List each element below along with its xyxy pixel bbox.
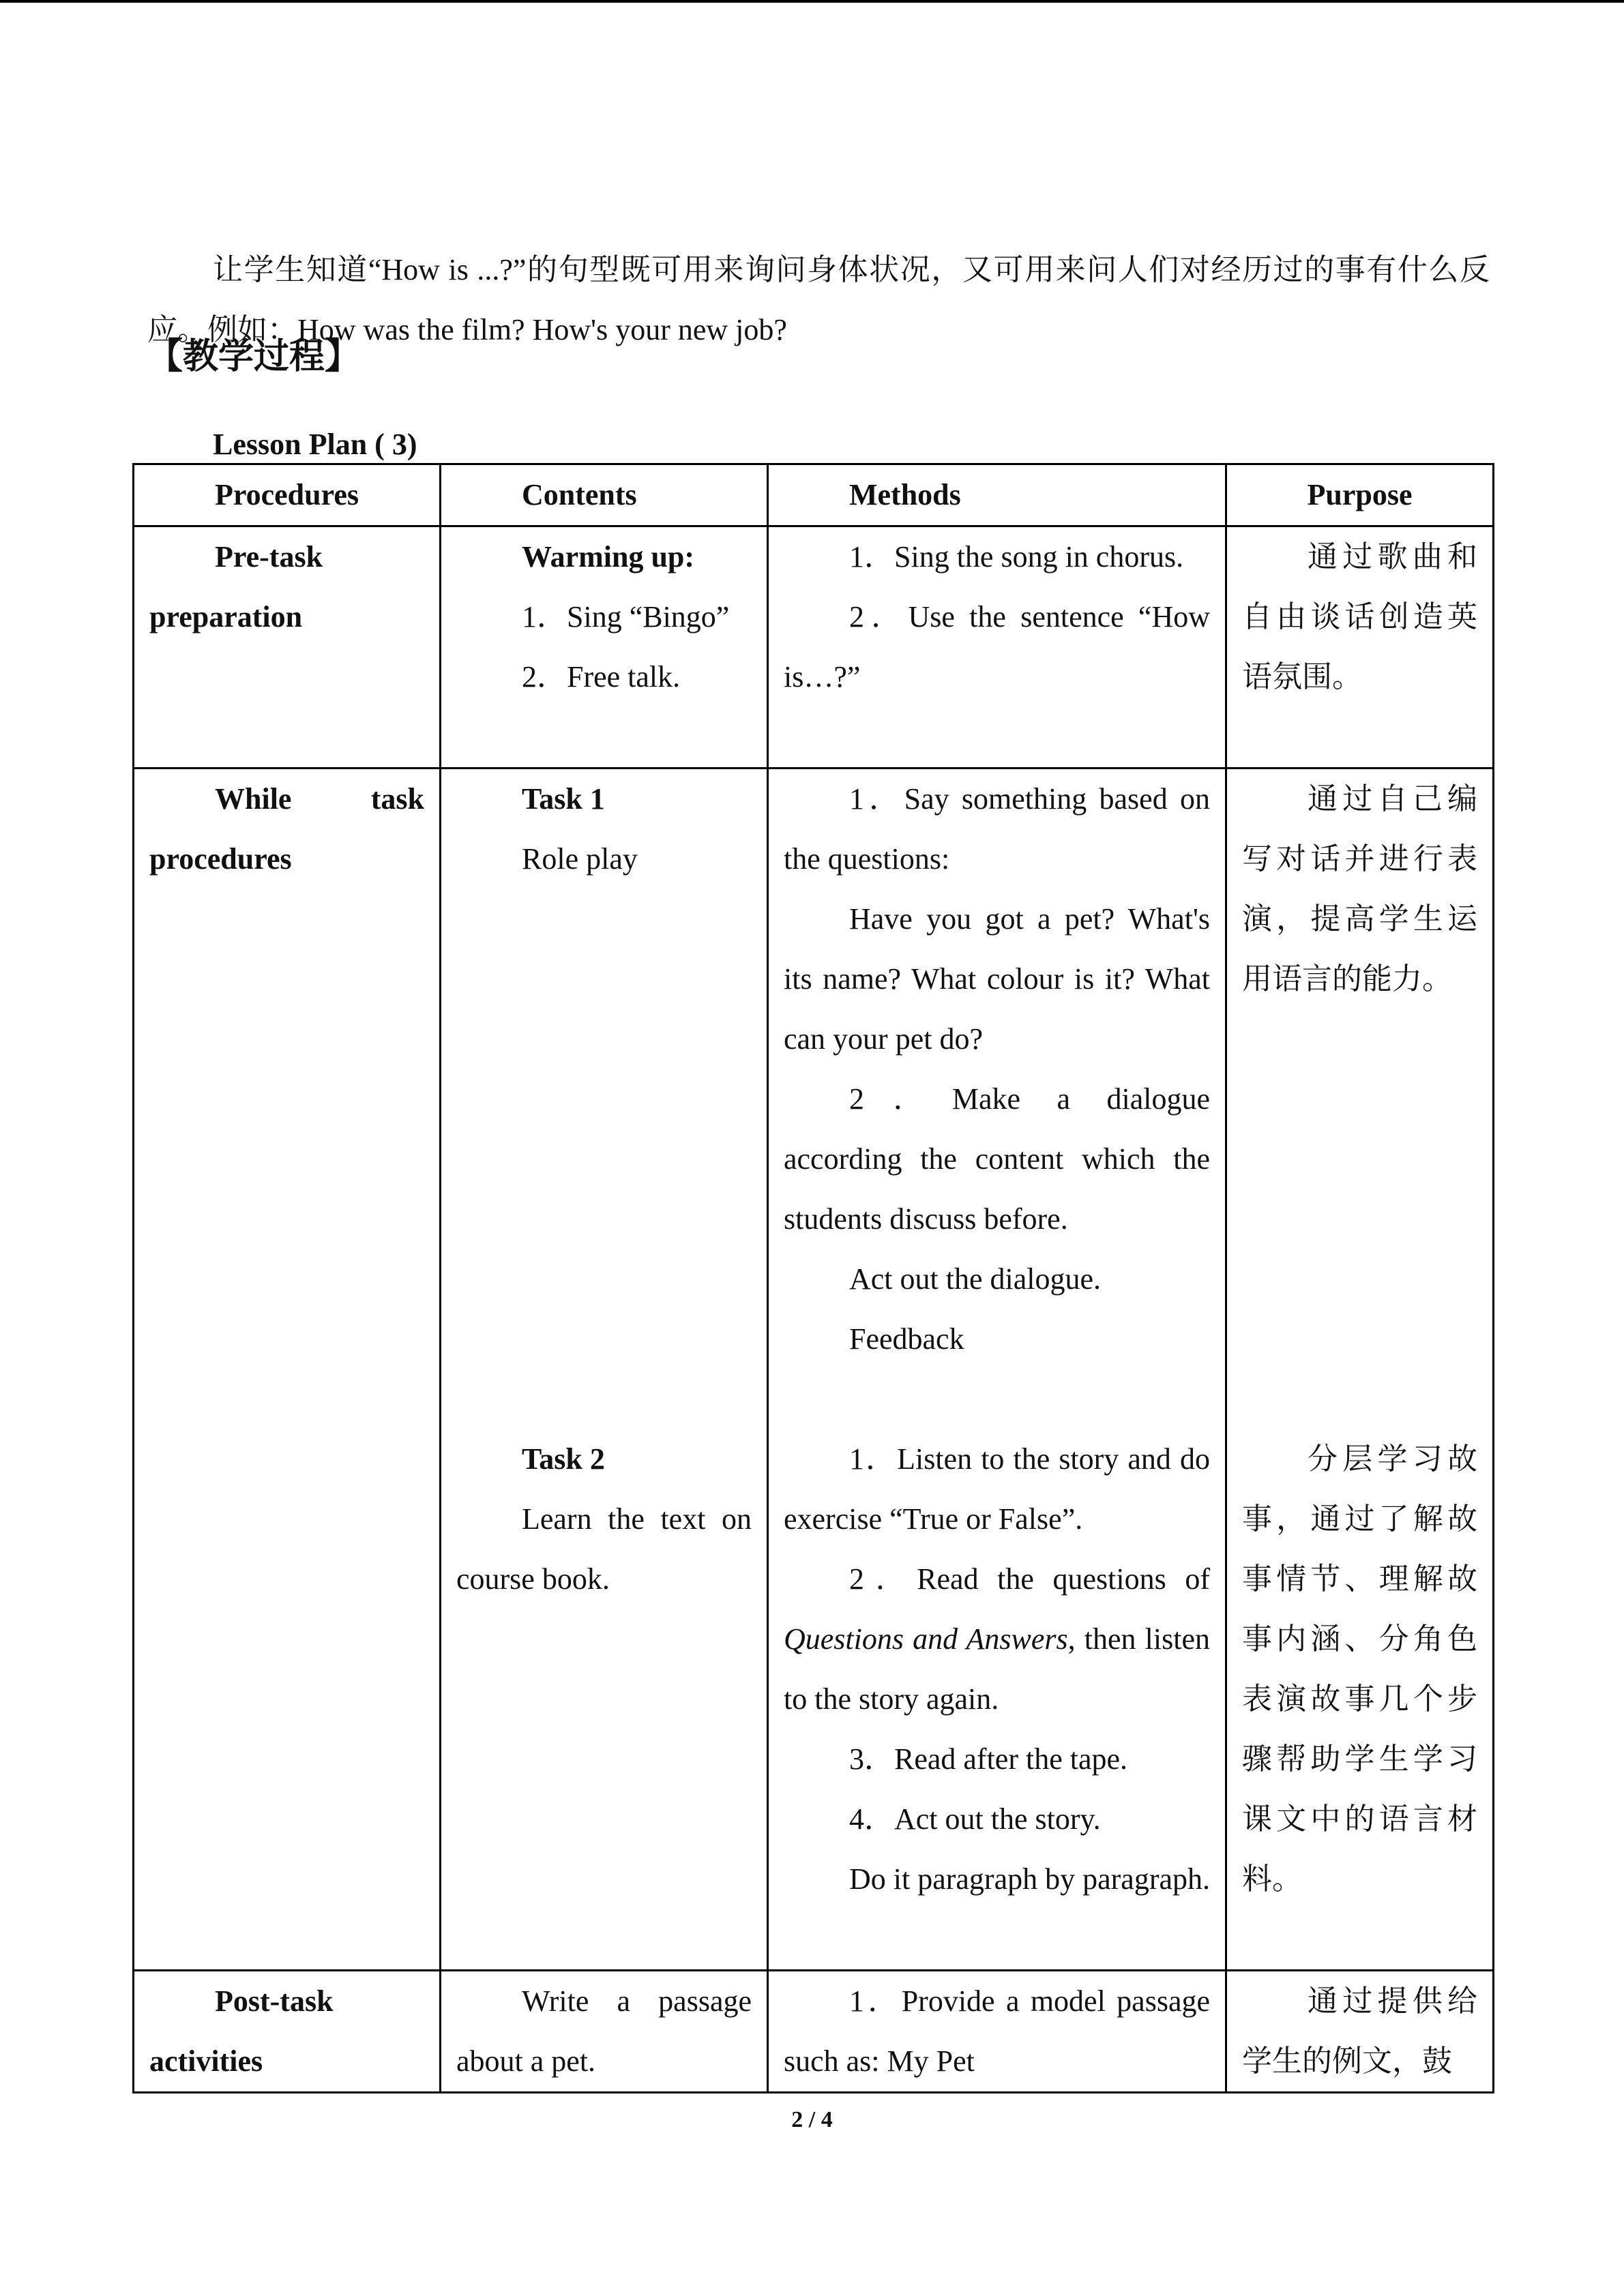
pre-task-method1: 1．Sing the song in chorus. [849, 540, 1184, 573]
post-task-contents-cell [441, 1971, 768, 2093]
page-number: 2 / 4 [791, 2107, 833, 2132]
post-task-procedure-line2: activities [149, 2044, 263, 2078]
task2-description: Learn the text on course book. [456, 1502, 752, 1596]
while-task-procedure-line2: procedures [149, 842, 292, 876]
post-task-methods-cell [768, 1971, 1226, 2093]
while-task-procedure-line1: While task [215, 782, 424, 816]
intro-paragraph: 让学生知道“How is ...?”的句型既可用来询问身体状况，又可用来问人们对经历过的事有什么反应。例如：How was the film? How's your new job? [147, 253, 1490, 346]
post-task-procedure-line1: Post-task [215, 1984, 334, 2018]
table-row-while-task [134, 769, 1494, 1971]
pre-task-procedure-cell [134, 526, 441, 769]
post-task-contents: Write a passage about a pet. [456, 1984, 752, 2078]
header-contents-label: Contents [522, 478, 637, 511]
task2-title: Task 2 [522, 1442, 605, 1476]
task2-method5: Do it paragraph by paragraph. [849, 1862, 1211, 1896]
table-row-post-task [134, 1971, 1494, 2093]
header-methods-label: Methods [849, 478, 961, 511]
pre-task-contents-item1: 1．Sing “Bingo” [522, 600, 730, 633]
lesson-plan-table [132, 463, 1494, 2093]
task1-title: Task 1 [522, 782, 605, 816]
pre-task-purpose: 通过歌曲和自由谈话创造英语氛围。 [1242, 540, 1477, 694]
header-procedures-label: Procedures [215, 478, 359, 511]
task1-description: Role play [522, 842, 638, 876]
header-procedures [134, 464, 441, 526]
while-task-contents-cell [441, 769, 768, 1971]
task2-method2 [784, 1549, 1210, 1729]
task1-method1: 1．Say something based on the questions: [784, 782, 1210, 876]
pre-task-contents-cell [441, 526, 768, 769]
post-task-method1: 1．Provide a model passage such as: My Pet [784, 1984, 1210, 2078]
page-top-border [0, 0, 1624, 3]
post-task-purpose: 通过提供给学生的例文，鼓 [1242, 1984, 1477, 2078]
post-task-purpose-cell [1226, 1971, 1494, 2093]
pre-task-procedure-line1: Pre-task [215, 540, 323, 573]
table-header-row [134, 464, 1494, 526]
pre-task-methods-cell [768, 526, 1226, 769]
header-purpose-label: Purpose [1307, 478, 1413, 511]
table-caption: Lesson Plan ( 3) [213, 428, 417, 461]
section-heading: 【教学过程】 [147, 336, 361, 377]
pre-task-procedure-line2: preparation [149, 600, 303, 633]
header-methods [768, 464, 1226, 526]
pre-task-contents-title: Warming up: [522, 540, 695, 573]
while-task-methods-cell [768, 769, 1226, 1971]
task1-method2: 2．Make a dialogue according the content which the students discuss before. [784, 1082, 1210, 1236]
table-row-pre-task [134, 526, 1494, 769]
task2-method2-suffix: , then listen to the story again. [784, 1622, 1210, 1716]
task1-method4: Feedback [849, 1322, 964, 1356]
task2-method1: 1．Listen to the story and do exercise “True or False”. [784, 1442, 1210, 1536]
task2-method2-italic-title: Questions and Answers [784, 1622, 1068, 1656]
task2-method3: 3．Read after the tape. [849, 1742, 1128, 1776]
task2-method4: 4．Act out the story. [849, 1802, 1101, 1836]
task1-method1-questions: Have you got a pet? What's its name? What colour is it? What can your pet do? [784, 902, 1210, 1056]
pre-task-contents-item2: 2．Free talk. [522, 660, 681, 694]
task2-purpose: 分层学习故事，通过了解故事情节、理解故事内涵、分角色表演故事几个步骤帮助学生学习课文中的语言材料。 [1242, 1442, 1477, 1896]
pre-task-method2: 2．Use the sentence “How is…?” [784, 600, 1210, 694]
task2-method2-prefix: 2．Read the questions of [849, 1562, 1210, 1596]
while-task-procedure-cell [134, 769, 441, 1971]
task1-method3: Act out the dialogue. [849, 1262, 1102, 1296]
while-task-purpose-cell [1226, 769, 1494, 1971]
post-task-procedure-cell [134, 1971, 441, 2093]
header-contents [441, 464, 768, 526]
pre-task-purpose-cell [1226, 526, 1494, 769]
task1-purpose: 通过自己编写对话并进行表演，提高学生运用语言的能力。 [1242, 782, 1477, 996]
header-purpose [1226, 464, 1494, 526]
